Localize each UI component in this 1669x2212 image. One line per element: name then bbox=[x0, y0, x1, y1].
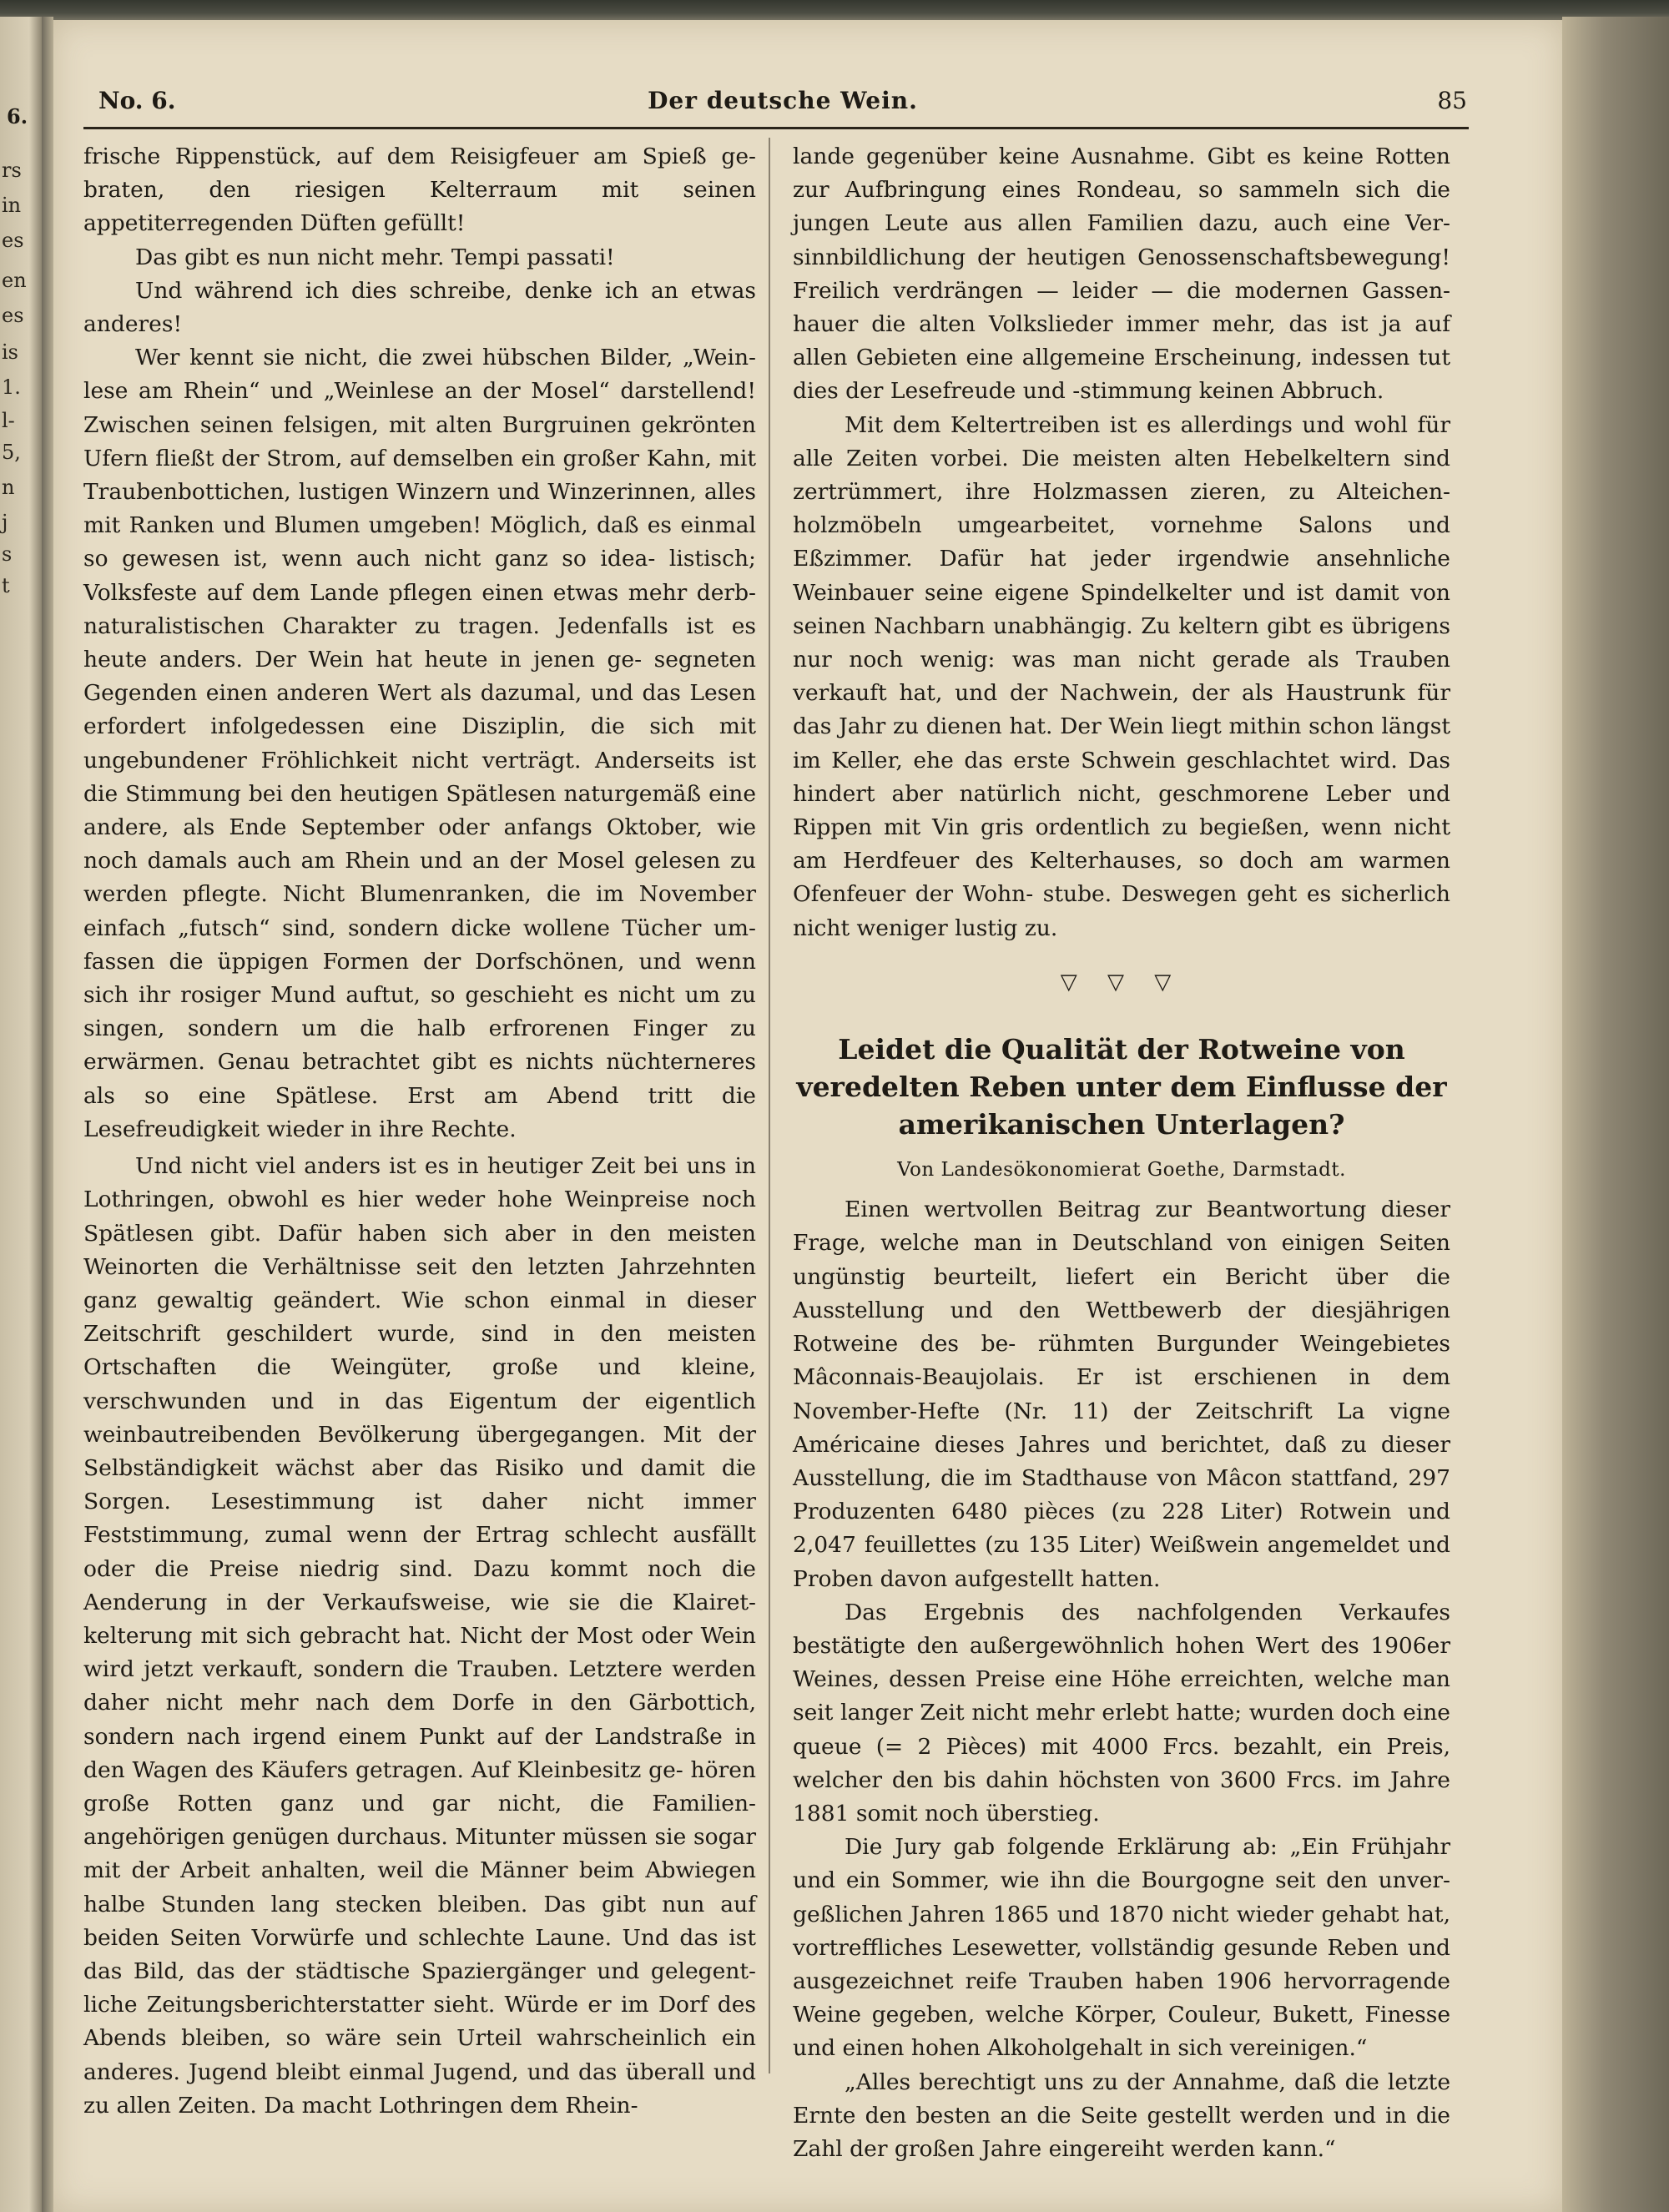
paragraph: Wer kennt sie nicht, die zwei hübschen Bilder, „Wein- lese am Rhein“ und „Weinlese an der Mosel“ darstellend! Zwischen seinen felsigen, mit alten Burgruinen gekrönten Ufern fließt der Strom, auf demselben ein großer Kahn, mit Traubenbottichen, lustigen Winzern und Winzerinnen, alles mit Ranken und Blumen umgeben! Möglich, daß es einmal so gewesen ist, wenn auch nicht ganz so idea- listisch; Volksfeste auf dem Lande pflegen einen etwas mehr derb-naturalistischen Charakter zu tragen. Jedenfalls ist es heute anders. Der Wein hat heute in jenen ge- segneten Gegenden einen anderen Wert als dazumal, und das Lesen erfordert infolgedessen eine Disziplin, die sich mit ungebundener Fröhlichkeit nicht verträgt. Anderseits ist die Stimmung bei den heutigen Spätlesen naturgemäß eine andere, als Ende September oder anfangs Oktober, wie noch damals auch am Rhein und an der Mosel gelesen zu werden pflegte. Nicht Blumenranken, die im November einfach „futsch“ sind, sondern dicke wollene Tücher um- fassen die üppigen Formen der Dorfschönen, und wenn sich ihr rosiger Mund auftut, so geschieht es nicht um zu singen, sondern um die halb erfrorenen Finger zu erwärmen. Genau betrachtet gibt es nichts nüchterneres als so eine Spätlese. Erst am Abend tritt die Lesefreudigkeit wieder in ihre Rechte. bbox=[83, 345, 756, 1142]
article-author: Von Landesökonomierat Goethe, Darmstadt. bbox=[897, 1159, 1346, 1182]
column-divider bbox=[769, 138, 770, 2073]
running-header bbox=[98, 87, 1467, 120]
paragraph: Die Jury gab folgende Erklärung ab: „Ein Frühjahr und ein Sommer, wie ihn die Bourgogne seit den unver- geßlichen Jahren 1865 und 1870 nicht wieder gehabt hat, vortreffliches Lesewetter, vollständig gesunde Reben und ausgezeichnet reife Trauben haben 1906 hervorragende Weine gegeben, welche Körper, Couleur, Bukett, Finesse und einen hohen Alkoholgehalt in sich vereinigen.“ bbox=[793, 1834, 1450, 2062]
paragraph: Und nicht viel anders ist es in heutiger Zeit bei uns in Lothringen, obwohl es hier weder hohe Weinpreise noch Spätlesen gibt. Dafür haben sich aber in den meisten Weinorten die Verhältnisse seit den letzten Jahrzehnten ganz gewaltig geändert. Wie schon einmal in dieser Zeitschrift geschildert wurde, sind in den meisten Ortschaften die Weingüter, große und kleine, verschwunden und in das Eigentum der eigentlich weinbautreibenden Bevölkerung übergegangen. Mit der Selbständigkeit wächst aber das Risiko und damit die Sorgen. Lesestimmung ist daher nicht immer Feststimmung, zumal wenn der Ertrag schlecht ausfällt oder die Preise niedrig sind. Dazu kommt noch die Aenderung in der Verkaufsweise, wie sie die Klairet- kelterung mit sich gebracht hat. Nicht der Most oder Wein wird jetzt verkauft, sondern die Trauben. Letztere werden daher nicht mehr nach dem Dorfe in den Gärbottich, sondern nach irgend einem Punkt auf der Landstraße in den Wagen des Käufers getragen. Auf Kleinbesitz ge- hören große Rotten ganz und gar nicht, die Familien- angehörigen genügen durchaus. Mitunter müssen sie sogar mit der Arbeit anhalten, weil die Männer beim Abwiegen halbe Stunden lang stecken bleiben. Das gibt nun auf beiden Seiten Vorwürfe und schlechte Laune. Und das ist das Bild, das der städtische Spaziergänger und gelegent- liche Zeitungsberichterstatter sieht. Würde er im Dorf des Abends bleiben, so wäre sein Urteil wahrscheinlich ein anderes. Jugend bleibt einmal Jugend, und das überall und zu allen Zeiten. Da macht Lothringen dem Rhein- bbox=[83, 1153, 756, 2119]
book-gutter bbox=[42, 17, 53, 2212]
previous-page-fragment: 5, bbox=[2, 441, 21, 464]
previous-page-fragment: j bbox=[2, 511, 8, 534]
paragraph: Das gibt es nun nicht mehr. Tempi passati! bbox=[135, 244, 615, 270]
previous-page-edge bbox=[0, 17, 42, 2212]
journal-title: Der deutsche Wein. bbox=[648, 87, 918, 114]
previous-page-fragment: s bbox=[2, 542, 13, 566]
previous-page-fragment: 1. bbox=[2, 375, 21, 399]
paragraph: Einen wertvollen Beitrag zur Beantwortung dieser Frage, welche man in Deutschland von einigen Seiten ungünstig beurteilt, liefert ein Bericht über die Ausstellung und den Wettbewerb der diesjährigen Rotweine des be- rühmten Burgunder Weingebietes Mâconnais-Beaujolais. Er ist erschienen in dem November-Hefte (Nr. 11) der Zeitschrift La vigne Américaine dieses Jahres und berichtet, daß zu dieser Ausstellung, die im Stadthause von Mâcon stattfand, 297 Produzenten 6480 pièces (zu 228 Liter) Rotwein und 2,047 feuillettes (zu 135 Liter) Weißwein angemeldet und Proben davon aufgestellt hatten. bbox=[793, 1197, 1450, 1592]
previous-page-fragment: l- bbox=[2, 409, 15, 432]
previous-page-fragment: in bbox=[2, 194, 22, 217]
section-ornament: ▽ ▽ ▽ bbox=[1060, 969, 1183, 995]
previous-page-issue: 6. bbox=[7, 104, 28, 128]
paragraph: Und während ich dies schreibe, denke ich an etwas anderes! bbox=[83, 277, 756, 338]
article-title: Leidet die Qualität der Rotweine von veredelten Reben unter dem Einflusse der amerikanischen Unterlagen? bbox=[796, 1033, 1447, 1141]
paragraph: frische Rippenstück, auf dem Reisigfeuer am Spieß ge- braten, den riesigen Kelterraum mit seinen appetiterregenden Düften gefüllt! bbox=[83, 144, 756, 237]
previous-page-fragment: t bbox=[2, 574, 10, 597]
book-right-edge bbox=[1562, 17, 1669, 2212]
paragraph: „Alles berechtigt uns zu der Annahme, daß die letzte Ernte den besten an die Seite gestellt werden und in die Zahl der großen Jahre eingereiht werden kann.“ bbox=[793, 2068, 1450, 2162]
previous-page-fragment: n bbox=[2, 476, 15, 499]
header-rule bbox=[83, 127, 1469, 129]
issue-number: No. 6. bbox=[98, 87, 176, 114]
paragraph: Das Ergebnis des nachfolgenden Verkaufes bestätigte den außergewöhnlich hohen Wert des 1906er Weines, dessen Preise eine Höhe erreichten, welche man seit langer Zeit nicht mehr erlebt hatte; wurden doch eine queue (= 2 Pièces) mit 4000 Frcs. bezahlt, ein Preis, welcher den bis dahin höchsten von 3600 Frcs. im Jahre 1881 somit noch überstieg. bbox=[793, 1599, 1450, 1827]
right-column bbox=[793, 140, 1450, 2166]
previous-page-fragment: en bbox=[2, 269, 27, 292]
page-number: 85 bbox=[1437, 87, 1467, 114]
previous-page-fragment: rs bbox=[2, 159, 22, 182]
previous-page-fragment: es bbox=[2, 229, 24, 252]
previous-page-fragment: is bbox=[2, 340, 18, 364]
paragraph: Mit dem Keltertreiben ist es allerdings und wohl für alle Zeiten vorbei. Die meisten alten Hebelkeltern sind zertrümmert, ihre Holzmassen zieren, zu Alteichen- holzmöbeln umgearbeitet, vornehme Salons und Eßzimmer. Dafür hat jeder irgendwie ansehnliche Weinbauer seine eigene Spindelkelter und ist damit von seinen Nachbarn unabhängig. Zu keltern gibt es übrigens nur noch wenig: was man nicht gerade als Trauben verkauft hat, und der Nachwein, der als Haustrunk für das Jahr zu dienen hat. Der Wein liegt mithin schon längst im Keller, ehe das erste Schwein geschlachtet wird. Das hindert aber natürlich nicht, geschmorene Leber und Rippen mit Vin gris ordentlich zu begießen, wenn nicht am Herdfeuer des Kelterhauses, so doch am warmen Ofenfeuer der Wohn- stube. Deswegen geht es sicherlich nicht weniger lustig zu. bbox=[793, 411, 1450, 941]
previous-page-fragment: es bbox=[2, 304, 24, 327]
paragraph: lande gegenüber keine Ausnahme. Gibt es keine Rotten zur Aufbringung eines Rondeau, so sammeln sich die jungen Leute aus allen Familien dazu, auch eine Ver- sinnbildlichung der heutigen Genossenschaftsbewegung! Freilich verdrängen — leider — die modernen Gassen- hauer die alten Volkslieder immer mehr, das ist ja auf allen Gebieten eine allgemeine Erscheinung, indessen tut dies der Lesefreude und -stimmung keinen Abbruch. bbox=[793, 144, 1450, 405]
left-column bbox=[83, 140, 756, 2123]
book-top-edge bbox=[0, 0, 1669, 22]
